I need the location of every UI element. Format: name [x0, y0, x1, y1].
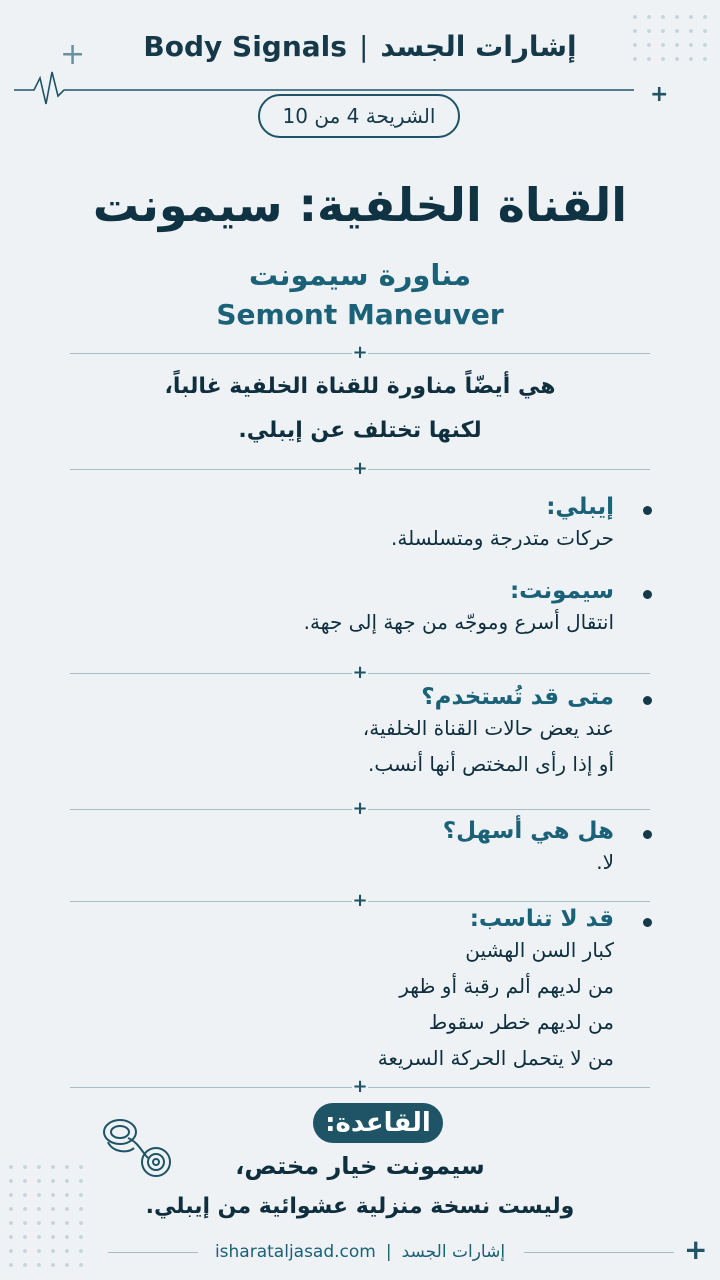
- plus-icon: +: [352, 458, 368, 479]
- page-title: القناة الخلفية: سيمونت: [92, 178, 628, 232]
- plus-icon: +: [60, 37, 86, 72]
- list-item-text: أو إذا رأى المختص أنها أنسب.: [368, 752, 614, 776]
- plus-icon: +: [684, 1233, 708, 1266]
- footer-separator: |: [385, 1242, 392, 1262]
- slide-counter: الشريحة 4 من 10: [258, 94, 460, 138]
- intro-line-2: لكنها تختلف عن إيبلي.: [238, 418, 482, 443]
- list-item-text: انتقال أسرع وموجّه من جهة إلى جهة.: [303, 610, 614, 634]
- list-item-heading: متى قد تُستخدم؟: [92, 684, 652, 710]
- list-item: [92, 818, 652, 880]
- header-title-ar: إشارات الجسد: [380, 30, 577, 63]
- plus-icon: +: [352, 1076, 368, 1097]
- subtitle-ar: مناورة سيمونت: [248, 258, 472, 292]
- plus-icon: +: [352, 342, 368, 363]
- list-item-heading: قد لا تناسب:: [92, 906, 652, 932]
- list-item-text: عند يعض حالات القناة الخلفية،: [362, 716, 614, 740]
- header: [0, 30, 720, 63]
- footer: [0, 1242, 720, 1262]
- rule-line-2: وليست نسخة منزلية عشوائية من إيبلي.: [145, 1194, 575, 1219]
- list-item-heading: هل هي أسهل؟: [92, 818, 652, 844]
- list-item-text: حركات متدرجة ومتسلسلة.: [391, 526, 614, 550]
- list-item: [92, 684, 652, 782]
- subtitle-en: Semont Maneuver: [216, 298, 504, 331]
- list-item-text: كبار السن الهشين: [465, 938, 614, 962]
- plus-icon: +: [650, 82, 669, 107]
- list-item-heading: إيبلي:: [92, 494, 652, 520]
- intro-line-1: هي أيضّاً مناورة للقناة الخلفية غالباً،: [164, 374, 556, 399]
- list-item-text: لا.: [596, 850, 614, 874]
- rule-line-1: سيمونت خيار مختص،: [235, 1152, 485, 1180]
- list-item-text: من لديهم خطر سقوط: [428, 1010, 614, 1034]
- footer-brand: إشارات الجسد: [401, 1242, 506, 1262]
- list-item-heading: سيمونت:: [92, 578, 652, 604]
- plus-icon: +: [352, 798, 368, 819]
- rule-badge: القاعدة:: [313, 1103, 443, 1143]
- plus-icon: +: [352, 662, 368, 683]
- plus-icon: +: [352, 890, 368, 911]
- list-item: [92, 494, 652, 556]
- footer-site-link[interactable]: isharataljasad.com: [214, 1242, 376, 1262]
- list-item: [92, 906, 652, 1076]
- header-title-en: Body Signals: [143, 30, 347, 63]
- list-item: [92, 578, 652, 640]
- list-item-text: من لديهم ألم رقبة أو ظهر: [399, 974, 614, 998]
- list-item-text: من لا يتحمل الحركة السريعة: [377, 1046, 614, 1070]
- header-separator: |: [358, 30, 369, 63]
